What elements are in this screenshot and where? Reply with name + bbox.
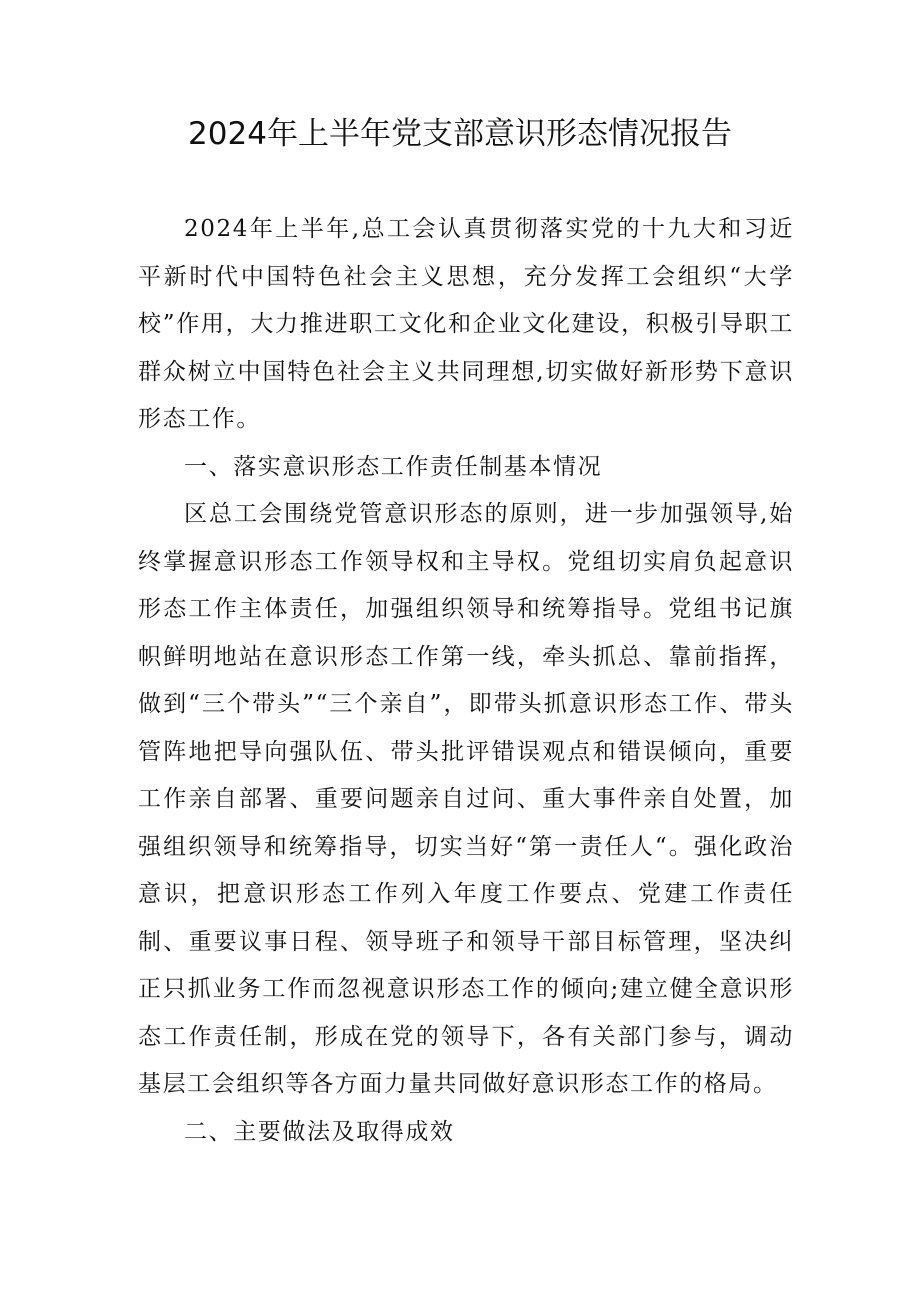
section-1-paragraph: 区总工会围绕党管意识形态的原则，进一步加强领导,始终掌握意识形态工作领导权和主导权。党组切实肩负起意识形态工作主体责任，加强组织领导和统筹指导。党组书记旗帜鲜明地站在意识形态工作第一线，牵头抓总、靠前指挥，做到“三个带头”“三个亲自”，即带头抓意识形态工作、带头管阵地把导向强队伍、带头批评错误观点和错误倾向，重要工作亲自部署、重要问题亲自过问、重大事件亲自处置，加强组织领导和统筹指导，切实当好“第一责任人“。强化政治意识，把意识形态工作列入年度工作要点、党建工作责任制、重要议事日程、领导班子和领导干部目标管理，坚决纠正只抓业务工作而忽视意识形态工作的倾向;建立健全意识形态工作责任制，形成在党的领导下，各有关部门参与，调动基层工会组织等各方面力量共同做好意识形态工作的格局。 xyxy=(138,501,794,1097)
document-body xyxy=(138,206,794,1156)
section-2-heading: 二、主要做法及取得成效 xyxy=(184,1118,455,1145)
section-1-heading: 一、落实意识形态工作责任制基本情况 xyxy=(184,453,603,480)
document-title: 2024年上半年党支部意识形态情况报告 xyxy=(188,116,732,152)
intro-paragraph: 2024年上半年,总工会认真贯彻落实党的十九大和习近平新时代中国特色社会主义思想，充分发挥工会组织“大学校”作用，大力推进职工文化和企业文化建设，积极引导职工群众树立中国特色社会主义共同理想,切实做好新形势下意识形态工作。 xyxy=(138,216,794,432)
